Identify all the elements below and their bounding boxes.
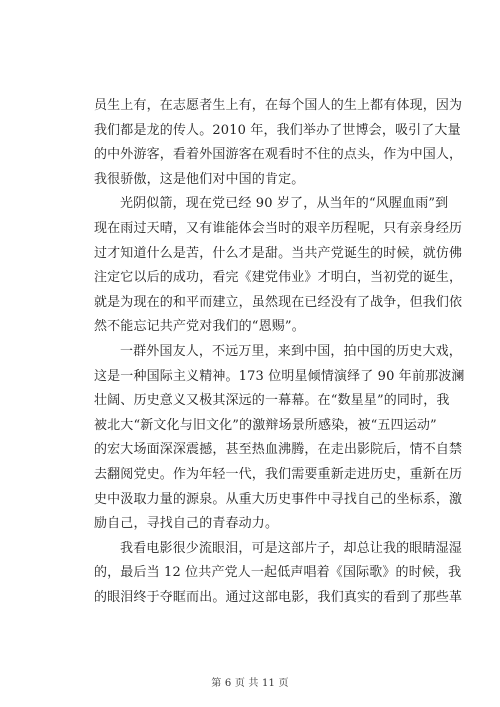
paragraph-1 xyxy=(94,94,463,192)
text-line: 过才知道什么是苦，什么才是甜。当共产党诞生的时候，就仿佛 xyxy=(94,245,463,261)
text-line: 史中汲取力量的源泉。从重大历史事件中寻找自己的坐标系，激 xyxy=(94,491,463,507)
text-line: 就是为现在的和平而建立，虽然现在已经没有了战争，但我们依 xyxy=(94,294,463,310)
text-line: 的，最后当 12 位共产党人一起低声唱着《国际歌》的时候，我 xyxy=(94,565,462,581)
text-line: 的中外游客，看着外国游客在观看时不住的点头，作为中国人， xyxy=(94,147,463,163)
text-line: 现在雨过天晴，又有谁能体会当时的艰辛历程呢，只有亲身经历 xyxy=(94,220,463,236)
paragraph-3 xyxy=(94,340,465,537)
text-line: 一群外国友人，不远万里，来到中国，拍中国的历史大戏， xyxy=(120,343,462,359)
text-line: 被北大“新文化与旧文化”的激辩场景所感染，被“五四运动” xyxy=(94,417,437,433)
text-line: 我们都是龙的传人。2010 年，我们举办了世博会，吸引了大量 xyxy=(94,122,461,138)
text-line: 的眼泪终于夺眶而出。通过这部电影，我们真实的看到了那些革 xyxy=(94,589,463,605)
page-footer xyxy=(0,678,500,690)
paragraph-2 xyxy=(94,192,463,340)
text-line: 壮阔、历史意义又极其深远的一幕幕。在“数星星”的同时，我 xyxy=(94,393,450,409)
text-line: 注定它以后的成功，看完《建党伟业》才明白，当初党的诞生， xyxy=(94,270,463,286)
text-line: 然不能忘记共产党对我们的“恩赐”。 xyxy=(94,319,305,335)
text-line: 的宏大场面深深震撼，甚至热血沸腾，在走出影院后，情不自禁 xyxy=(94,442,463,458)
text-line: 这是一种国际主义精神。173 位明星倾情演绎了 90 年前那波澜 xyxy=(94,368,465,384)
page-number-label: 第 6 页 共 11 页 xyxy=(211,678,289,689)
text-line: 去翻阅党史。作为年轻一代，我们需要重新走进历史，重新在历 xyxy=(94,466,463,482)
text-line: 我看电影很少流眼泪，可是这部片子，却总让我的眼睛湿湿 xyxy=(120,540,462,556)
paragraph-4 xyxy=(94,537,463,611)
body-text xyxy=(94,94,465,610)
text-line: 光阴似箭，现在党已经 90 岁了，从当年的“风腥血雨”到 xyxy=(120,196,449,212)
text-line: 员生上有，在志愿者生上有，在每个国人的生上都有体现，因为 xyxy=(94,98,463,113)
text-line: 我很骄傲，这是他们对中国的肯定。 xyxy=(94,171,305,187)
text-line: 励自己，寻找自己的青春动力。 xyxy=(94,516,279,532)
